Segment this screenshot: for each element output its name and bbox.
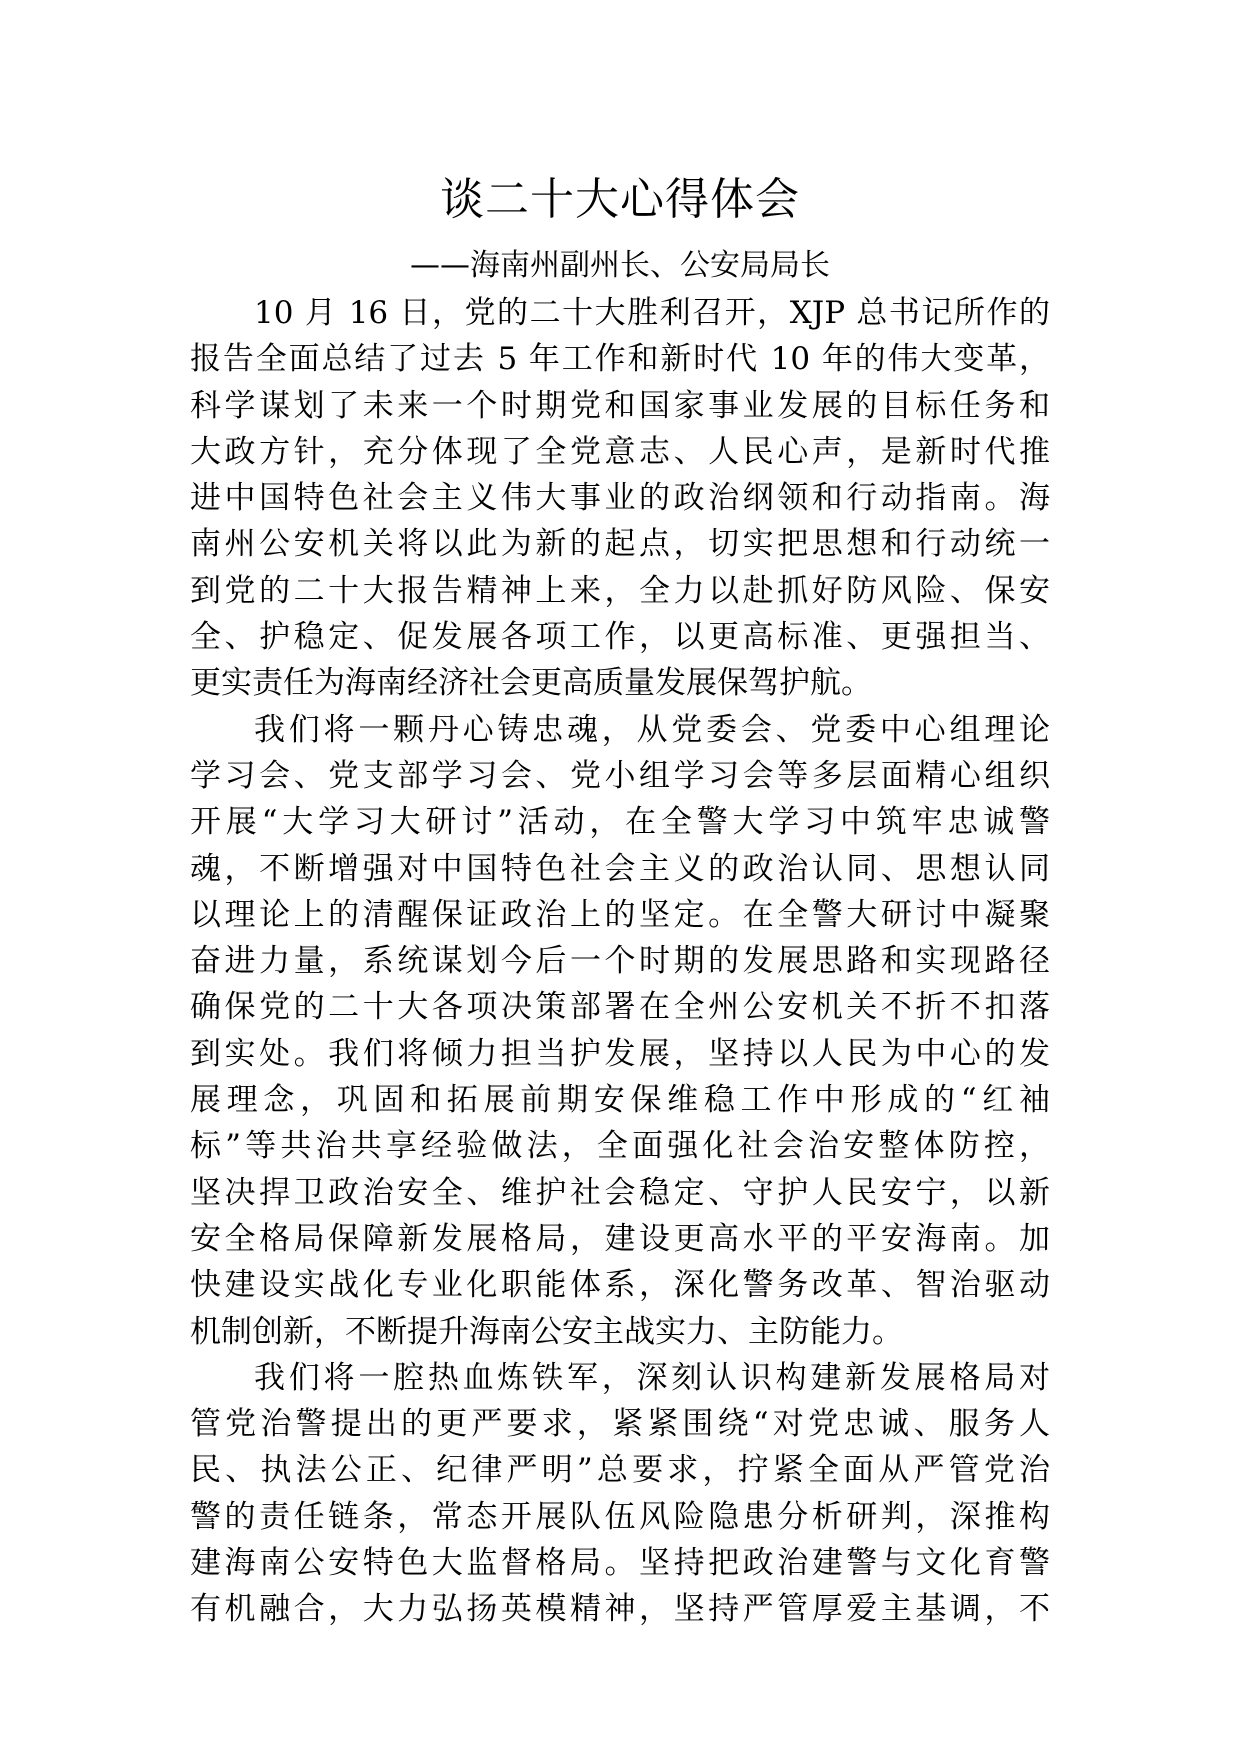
text-line: 展理念，巩固和拓展前期安保维稳工作中形成的“红袖 <box>190 1082 1050 1119</box>
text-line: 大政方针，充分体现了全党意志、人民心声，是新时代推 <box>190 433 1050 470</box>
paragraph <box>190 707 1050 1355</box>
text-line: 快建设实战化专业化职能体系，深化警务改革、智治驱动 <box>190 1267 1050 1304</box>
text-line: 民、执法公正、纪律严明”总要求，拧紧全面从严管党治 <box>190 1452 1050 1489</box>
text-line: 南州公安机关将以此为新的起点，切实把思想和行动统一 <box>190 526 1050 563</box>
document-body <box>190 290 1050 1633</box>
text-line: 科学谋划了未来一个时期党和国家事业发展的目标任务和 <box>190 387 1050 424</box>
text-line: 奋进力量，系统谋划今后一个时期的发展思路和实现路径 <box>190 943 1050 980</box>
text-line: 有机融合，大力弘扬英模精神，坚持严管厚爱主基调，不 <box>190 1591 1050 1628</box>
text-line: 开展“大学习大研讨”活动，在全警大学习中筑牢忠诚警 <box>190 804 1050 841</box>
text-line: 确保党的二十大各项决策部署在全州公安机关不折不扣落 <box>190 989 1050 1026</box>
text-line: 管党治警提出的更严要求，紧紧围绕“对党忠诚、服务人 <box>190 1406 1050 1443</box>
text-line: 我们将一腔热血炼铁军，深刻认识构建新发展格局对 <box>254 1359 1050 1396</box>
text-line: 安全格局保障新发展格局，建设更高水平的平安海南。加 <box>190 1220 1050 1257</box>
text-line: 报告全面总结了过去 5 年工作和新时代 10 年的伟大变革， <box>190 341 1050 378</box>
document-title: 谈二十大心得体会 <box>440 174 800 225</box>
paragraph <box>190 290 1050 707</box>
text-line: 到实处。我们将倾力担当护发展，坚持以人民为中心的发 <box>190 1035 1050 1072</box>
text-line: 建海南公安特色大监督格局。坚持把政治建警与文化育警 <box>190 1545 1050 1582</box>
paragraph <box>190 1355 1050 1633</box>
text-line: 进中国特色社会主义伟大事业的政治纲领和行动指南。海 <box>190 480 1050 517</box>
text-line: 魂，不断增强对中国特色社会主义的政治认同、思想认同 <box>190 850 1050 887</box>
text-line: 更实责任为海南经济社会更高质量发展保驾护航。 <box>190 665 872 702</box>
text-line: 标”等共治共享经验做法，全面强化社会治安整体防控， <box>190 1128 1050 1165</box>
text-line: 到党的二十大报告精神上来，全力以赴抓好防风险、保安 <box>190 572 1050 609</box>
text-line: 全、护稳定、促发展各项工作，以更高标准、更强担当、 <box>190 619 1050 656</box>
text-line: 坚决捍卫政治安全、维护社会稳定、守护人民安宁，以新 <box>190 1174 1050 1211</box>
document-subtitle: ——海南州副州长、公安局局长 <box>410 248 830 283</box>
text-line: 机制创新，不断提升海南公安主战实力、主防能力。 <box>190 1313 903 1350</box>
text-line: 学习会、党支部学习会、党小组学习会等多层面精心组织 <box>190 757 1050 794</box>
text-line: 10 月 16 日，党的二十大胜利召开，XJP 总书记所作的 <box>254 295 1050 331</box>
text-line: 以理论上的清醒保证政治上的坚定。在全警大研讨中凝聚 <box>190 896 1050 933</box>
text-line: 我们将一颗丹心铸忠魂，从党委会、党委中心组理论 <box>254 711 1050 748</box>
text-line: 警的责任链条，常态开展队伍风险隐患分析研判，深推构 <box>190 1498 1050 1535</box>
